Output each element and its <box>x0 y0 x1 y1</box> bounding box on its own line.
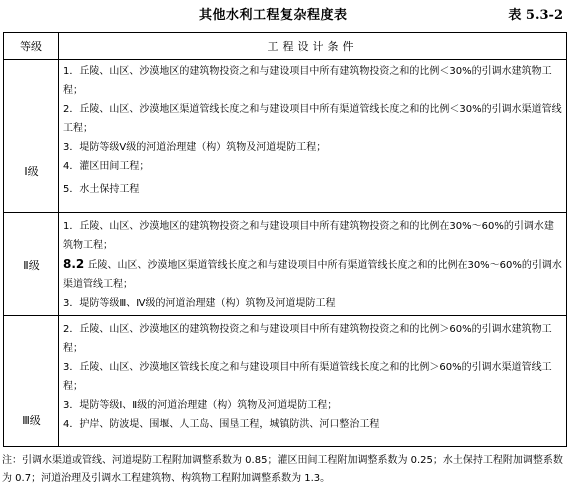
complexity-table <box>3 32 567 447</box>
level3-conditions <box>59 316 567 447</box>
level1-item-4: 4．灌区田间工程； <box>63 161 150 172</box>
table-note: 注：引调水渠道或管线、河道堤防工程附加调整系数为 0.85；灌区田间工程附加调整系数为 0.25；水土保持工程附加调整系数为 0.7；河道治理及引调水工程建筑物、构筑物工程附加调整系数为 1.3。 <box>2 455 563 484</box>
level1-item-1: 1．丘陵、山区、沙漠地区的建筑物投资之和与建设项目中所有建筑物投资之和的比例＜30%的引调水建筑物工程； <box>63 66 552 96</box>
level1-item-2: 2．丘陵、山区、沙漠地区渠道管线长度之和与建设项目中所有渠道管线长度之和的比例＜30%的引调水渠道管线工程； <box>63 104 562 134</box>
level1-row <box>4 60 567 213</box>
header-conditions: 工程设计条件 <box>59 33 567 60</box>
table-title: 其他水利工程复杂程度表 <box>199 8 348 23</box>
level2-item-2-number: 8.2 <box>63 257 85 271</box>
level1-label: Ⅰ级 <box>24 165 39 178</box>
table-number: 表 5.3-2 <box>508 8 563 23</box>
level2-item-1: 1．丘陵、山区、沙漠地区的建筑物投资之和与建设项目中所有建筑物投资之和的比例在30%～60%的引调水建筑物工程； <box>63 221 554 251</box>
level3-item-4: 4．护岸、防波堤、围堰、人工岛、围垦工程，城镇防洪、河口整治工程 <box>63 419 380 430</box>
level3-item-2: 3．丘陵、山区、沙漠地区管线长度之和与建设项目中所有渠道管线长度之和的比例＞60%的引调水渠道管线工程； <box>63 362 552 392</box>
level3-item-1: 2．丘陵、山区、沙漠地区的建筑物投资之和与建设项目中所有建筑物投资之和的比例＞60%的引调水建筑物工程； <box>63 324 552 354</box>
level2-item-3: 3．堤防等级Ⅲ、Ⅳ级的河道治理建（构）筑物及河道堤防工程 <box>63 298 336 309</box>
level2-item-2: 丘陵、山区、沙漠地区渠道管线长度之和与建设项目中所有渠道管线长度之和的比例在30%～60%的引调水渠道管线工程； <box>63 260 562 290</box>
level2-row <box>4 213 567 316</box>
level1-item-5: 5．水土保持工程 <box>63 184 140 195</box>
level3-label: Ⅲ级 <box>22 414 41 427</box>
level3-item-3: 3．堤防等级Ⅰ、Ⅱ级的河道治理建（构）筑物及河道堤防工程； <box>63 400 338 411</box>
level2-label: Ⅱ级 <box>23 259 40 272</box>
title-row <box>0 4 571 24</box>
level3-cell <box>4 316 59 447</box>
level3-row <box>4 316 567 447</box>
header-row <box>4 33 567 60</box>
level1-cell <box>4 60 59 213</box>
level1-item-3: 3．堤防等级Ⅴ级的河道治理建（构）筑物及河道堤防工程； <box>63 142 327 153</box>
level2-cell <box>4 213 59 316</box>
level1-conditions <box>59 60 567 213</box>
header-level: 等级 <box>4 33 59 60</box>
level2-conditions <box>59 213 567 316</box>
